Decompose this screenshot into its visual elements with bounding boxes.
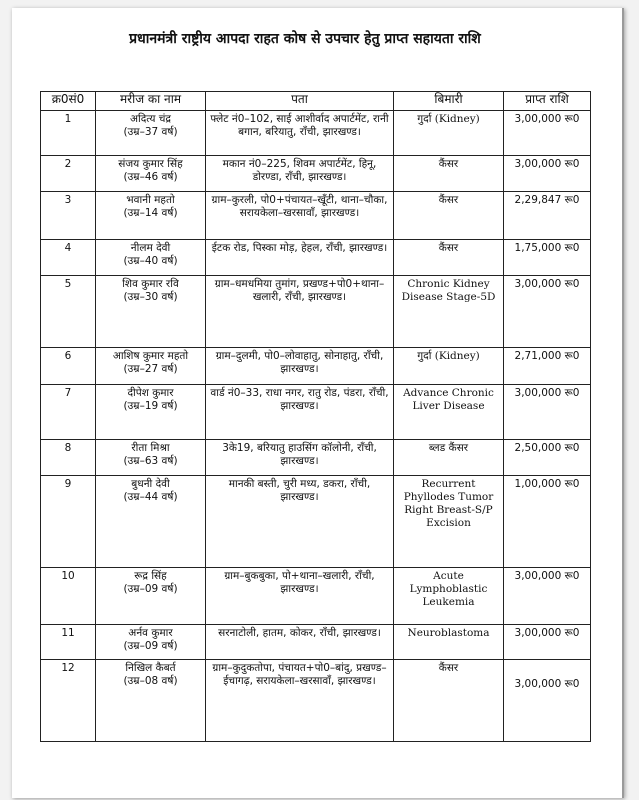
patient-age: (उम्र–27 वर्ष) [123,363,178,375]
serial-cell: 8 [41,440,96,476]
disease-cell: गुर्दा (Kidney) [394,348,504,385]
address-cell: ग्राम–कुदुकतोपा, पंचायत+पो0–बांदु, प्रखण्ड–ईचागढ़, सरायकेला–खरसावाँ, झारखण्ड। [206,660,394,742]
address-cell: मानकी बस्ती, चुरी मध्य, डकरा, राँची, झारखण्ड। [206,476,394,568]
table-header-row [41,92,591,111]
patient-name: दीपेश कुमार [127,387,174,399]
patient-age: (उम्र–14 वर्ष) [123,207,178,219]
disease-cell: Chronic Kidney Disease Stage-5D [394,276,504,348]
address-cell: ईटक रोड, पिस्का मोड़, हेहल, राँची, झारखण्ड। [206,240,394,276]
table-row [41,568,591,625]
table-row [41,660,591,742]
disease-cell: गुर्दा (Kidney) [394,111,504,156]
table-row [41,240,591,276]
address-cell: ग्राम–धमधमिया तुमांग, प्रखण्ड+पो0+थाना–खलारी, राँची, झारखण्ड। [206,276,394,348]
patient-name: अर्नव कुमार [128,627,173,639]
patient-name: नीलम देवी [130,242,171,254]
serial-cell: 4 [41,240,96,276]
table-row [41,111,591,156]
disease-cell: Neuroblastoma [394,625,504,660]
patient-cell [96,476,206,568]
patient-age: (उम्र–30 वर्ष) [123,291,178,303]
amount-cell: 3,00,000 रू0 [504,568,591,625]
patient-name: शिव कुमार रवि [122,278,179,290]
patient-age: (उम्र–46 वर्ष) [123,171,178,183]
table-row [41,192,591,240]
patient-age: (उम्र–44 वर्ष) [123,491,178,503]
col-header-patient-name: मरीज का नाम [96,92,206,111]
col-header-serial: क्र0सं0 [41,92,96,111]
address-cell: ग्राम–कुरली, पो0+पंचायत–खूँटी, थाना–चौका, सरायकेला–खरसावाँ, झारखण्ड। [206,192,394,240]
disease-cell: Acute Lymphoblastic Leukemia [394,568,504,625]
serial-cell: 1 [41,111,96,156]
serial-cell: 3 [41,192,96,240]
patient-cell [96,192,206,240]
patient-age: (उम्र–40 वर्ष) [123,255,178,267]
table-row [41,276,591,348]
patient-cell [96,276,206,348]
address-cell: ग्राम–बुकबुका, पो+थाना–खलारी, राँची, झारखण्ड। [206,568,394,625]
disease-cell: कैंसर [394,660,504,742]
amount-cell: 3,00,000 रू0 [504,156,591,192]
patient-name: भवानी महतो [126,194,175,206]
disease-cell: Advance Chronic Liver Disease [394,385,504,440]
amount-cell: 3,00,000 रू0 [504,660,591,742]
serial-cell: 7 [41,385,96,440]
table-row [41,156,591,192]
patient-age: (उम्र–63 वर्ष) [123,455,178,467]
amount-cell: 3,00,000 रू0 [504,111,591,156]
amount-cell: 2,71,000 रू0 [504,348,591,385]
patient-cell [96,240,206,276]
patient-name: अदित्य चंद्र [129,113,172,125]
serial-cell: 9 [41,476,96,568]
address-cell: फ्लेट नं0–102, साई आशीर्वाद अपार्टमेंट, रानी बगान, बरियातु, राँची, झारखण्ड। [206,111,394,156]
patient-name: निखिल कैबर्त [125,662,176,674]
patient-age: (उम्र–37 वर्ष) [123,126,178,138]
patient-age: (उम्र–09 वर्ष) [123,583,178,595]
document-title: प्रधानमंत्री राष्ट्रीय आपदा राहत कोष से उपचार हेतु प्राप्त सहायता राशि [129,31,481,47]
patient-age: (उम्र–09 वर्ष) [123,640,178,652]
patient-name: बुधनी देवी [131,478,170,490]
disease-cell: Recurrent Phyllodes Tumor Right Breast-S/P Excision [394,476,504,568]
col-header-address: पता [206,92,394,111]
patient-name: रूद्र सिंह [134,570,167,582]
amount-cell: 3,00,000 रू0 [504,276,591,348]
col-header-amount: प्राप्त राशि [504,92,591,111]
address-cell: वार्ड नं0–33, राधा नगर, रातु रोड, पंडरा, राँची, झारखण्ड। [206,385,394,440]
table-row [41,476,591,568]
patient-age: (उम्र–19 वर्ष) [123,400,178,412]
serial-cell: 11 [41,625,96,660]
amount-cell: 1,75,000 रू0 [504,240,591,276]
aid-table [40,91,591,742]
table-row [41,440,591,476]
patient-cell [96,348,206,385]
address-cell: ग्राम–दुलमी, पो0–लोवाहातु, सोनाहातु, राँची, झारखण्ड। [206,348,394,385]
amount-cell: 3,00,000 रू0 [504,625,591,660]
patient-cell [96,385,206,440]
table-row [41,625,591,660]
col-header-disease: बिमारी [394,92,504,111]
table-row [41,348,591,385]
serial-cell: 12 [41,660,96,742]
amount-cell: 1,00,000 रू0 [504,476,591,568]
table-row [41,385,591,440]
patient-cell [96,440,206,476]
patient-cell [96,660,206,742]
patient-cell [96,156,206,192]
address-cell: 3के19, बरियातु हाउसिंग कॉलोनी, राँची, झारखण्ड। [206,440,394,476]
disease-cell: कैंसर [394,192,504,240]
amount-cell: 3,00,000 रू0 [504,385,591,440]
amount-cell: 2,29,847 रू0 [504,192,591,240]
address-cell: सरनाटोली, हातम, कोकर, राँची, झारखण्ड। [206,625,394,660]
amount-cell: 2,50,000 रू0 [504,440,591,476]
disease-cell: कैंसर [394,156,504,192]
patient-cell [96,111,206,156]
patient-name: रीता मिश्रा [131,442,170,454]
patient-name: आशिष कुमार महतो [112,350,189,362]
patient-age: (उम्र–08 वर्ष) [123,675,178,687]
serial-cell: 6 [41,348,96,385]
serial-cell: 5 [41,276,96,348]
patient-name: संजय कुमार सिंह [118,158,183,170]
serial-cell: 2 [41,156,96,192]
patient-cell [96,625,206,660]
serial-cell: 10 [41,568,96,625]
disease-cell: कैंसर [394,240,504,276]
disease-cell: ब्लड कैंसर [394,440,504,476]
patient-cell [96,568,206,625]
address-cell: मकान नं0–225, शिवम अपार्टमेंट, हिनू, डोरण्डा, राँची, झारखण्ड। [206,156,394,192]
